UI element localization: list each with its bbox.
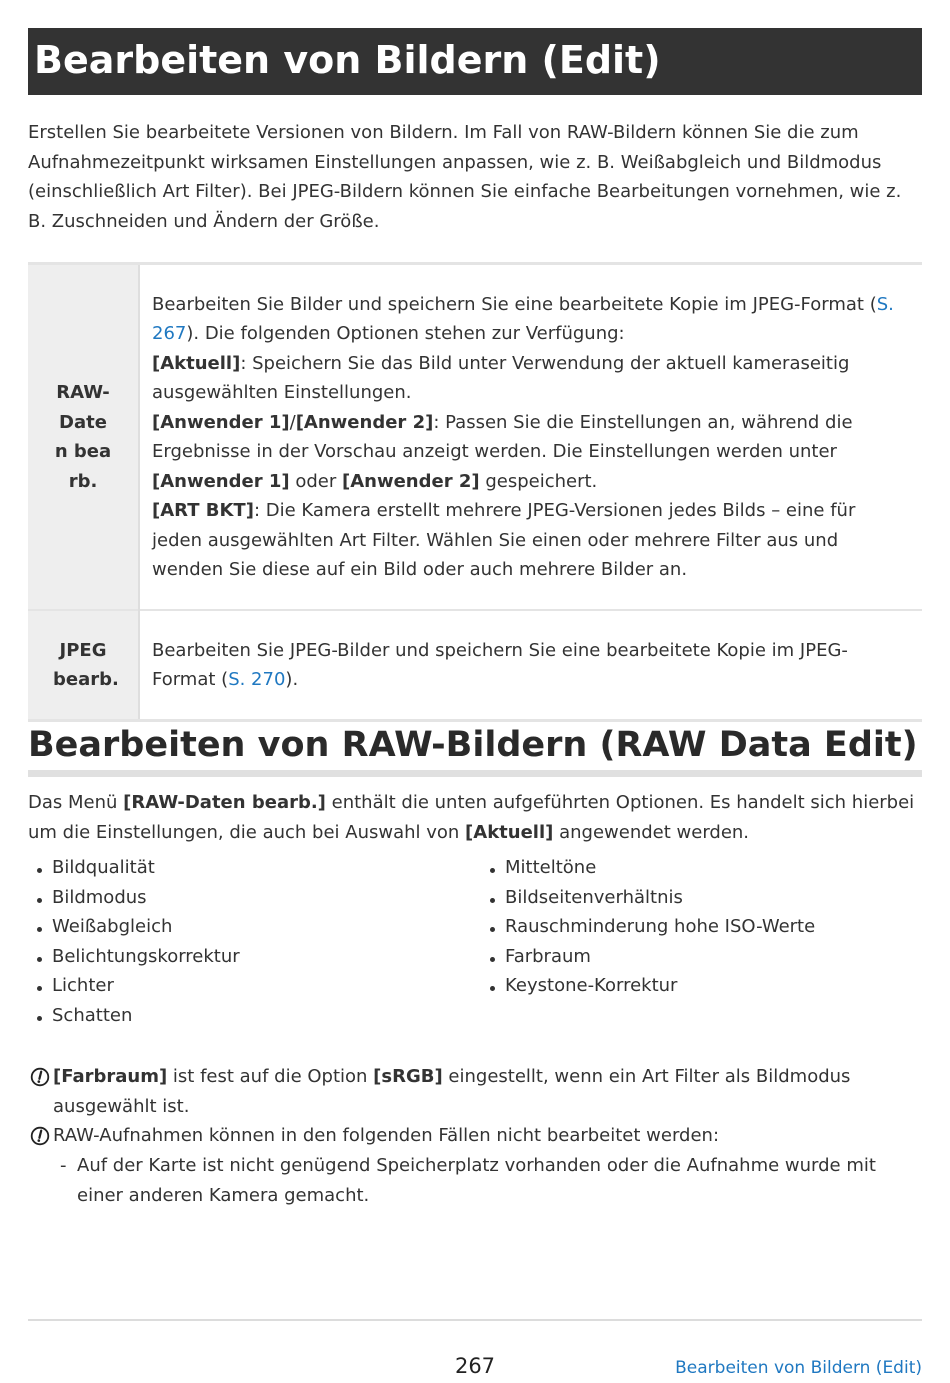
raw-intro-line xyxy=(152,290,910,349)
options-table xyxy=(28,262,922,722)
jpeg-header-label: JPEG bearb. xyxy=(53,639,119,690)
options-list-right xyxy=(481,853,921,1001)
option-anwender xyxy=(152,408,910,497)
option-anwender1-ref: [Anwender 1] xyxy=(152,470,290,492)
farbraum-label: [Farbraum] xyxy=(53,1066,168,1087)
option-anwender-text: : Passen Sie die Einstellungen an, während die Ergebnisse in der Vorschau anzeigt werden. Die Einstellungen werden unter xyxy=(152,411,853,462)
section-paragraph-text: Das Menü xyxy=(28,792,124,813)
footer-rule xyxy=(28,1319,922,1321)
section-rule xyxy=(28,770,922,777)
raw-intro-text: Bearbeiten Sie Bilder und speichern Sie eine bearbeitete Kopie im JPEG-Format ( xyxy=(152,293,877,315)
intro-paragraph: Erstellen Sie bearbeitete Versionen von Bildern. Im Fall von RAW-Bildern können Sie die zum Aufnahmezeitpunkt wirksamen Einstellungen anpassen, wie z. B. Weißabgleich und Bildmodus (einschließlich Art Filter). Bei JPEG-Bildern können Sie einfache Bearbeitungen vornehmen, wie z. B. Zuschneiden und Ändern der Größe. xyxy=(28,122,902,232)
aktuell-label: [Aktuell] xyxy=(465,821,554,843)
option-art-bkt-text: : Die Kamera erstellt mehrere JPEG-Versionen jedes Bilds – eine für jeden ausgewählten Art Filter. Wählen Sie einen oder mehrere Filter aus und wenden Sie diese auf ein Bild oder auch mehrere Bilder an. xyxy=(152,500,856,580)
page-title: Bearbeiten von Bildern (Edit) xyxy=(28,28,922,95)
note-raw-restriction-text: RAW-Aufnahmen können in den folgenden Fällen nicht bearbeitet werden: xyxy=(53,1125,720,1146)
row-header-jpeg xyxy=(28,610,139,721)
list-item: Mitteltöne xyxy=(481,853,921,883)
note-farbraum xyxy=(28,1062,918,1121)
menu-name-label: [RAW-Daten bearb.] xyxy=(123,792,326,813)
row-header-raw xyxy=(28,264,139,611)
table-row-raw xyxy=(28,264,922,611)
option-art-bkt-label: [ART BKT] xyxy=(152,500,254,521)
option-art-bkt xyxy=(152,496,910,585)
note-farbraum-text-b: eingestellt, wenn ein Art Filter als Bildmodus ausgewählt ist. xyxy=(53,1066,851,1117)
caution-icon xyxy=(30,1067,50,1087)
row-body-raw xyxy=(139,264,922,611)
slash-separator: / xyxy=(289,411,296,433)
list-item: Bildseitenverhältnis xyxy=(481,883,921,913)
option-anwender2-label: [Anwender 2] xyxy=(295,411,434,433)
option-anwender1-label: [Anwender 1] xyxy=(152,411,290,433)
raw-header-label: RAW-Daten bearb. xyxy=(54,382,112,492)
section-paragraph-text-end: angewendet werden. xyxy=(553,821,750,843)
note-farbraum-text-a: ist fest auf die Option xyxy=(167,1066,374,1087)
option-anwender-text-or: oder xyxy=(289,470,342,492)
caution-icon xyxy=(30,1126,50,1146)
option-anwender2-ref: [Anwender 2] xyxy=(341,470,480,492)
section-heading: Bearbeiten von RAW-Bildern (RAW Data Edit) xyxy=(28,725,918,765)
list-item: Farbraum xyxy=(481,942,921,972)
jpeg-text: Bearbeiten Sie JPEG-Bilder und speichern Sie eine bearbeitete Kopie im JPEG-Format ( xyxy=(152,639,848,690)
list-item: Schatten xyxy=(28,1001,468,1031)
list-item: Weißabgleich xyxy=(28,912,468,942)
option-aktuell-label: [Aktuell] xyxy=(152,352,241,374)
restriction-item xyxy=(60,1151,920,1210)
option-aktuell-text: : Speichern Sie das Bild unter Verwendung der aktuell kameraseitig ausgewählten Einstellungen. xyxy=(152,352,850,403)
section-paragraph-text-mid: enthält die unten aufgeführten Optionen. Es handelt sich hierbei um die Einstellungen, die auch bei Auswahl von xyxy=(28,792,915,843)
footer-section-link[interactable]: Bearbeiten von Bildern (Edit) xyxy=(675,1358,922,1378)
raw-intro-text-end: ). Die folgenden Optionen stehen zur Verfügung: xyxy=(186,323,625,344)
page-link-270[interactable]: S. 270 xyxy=(228,669,286,690)
list-item: Bildqualität xyxy=(28,853,468,883)
section-paragraph xyxy=(28,788,918,847)
options-list-left xyxy=(28,853,468,1031)
list-item: Rauschminderung hohe ISO-Werte xyxy=(481,912,921,942)
page-number: 267 xyxy=(454,1354,496,1378)
srgb-label: [sRGB] xyxy=(373,1066,443,1087)
option-aktuell xyxy=(152,349,910,408)
restriction-item-text: Auf der Karte ist nicht genügend Speicherplatz vorhanden oder die Aufnahme wurde mit einer anderen Kamera gemacht. xyxy=(77,1155,876,1206)
option-anwender-text-end: gespeichert. xyxy=(479,470,598,492)
list-item: Keystone-Korrektur xyxy=(481,971,921,1001)
list-item: Bildmodus xyxy=(28,883,468,913)
list-item: Belichtungskorrektur xyxy=(28,942,468,972)
note-raw-restriction xyxy=(28,1121,918,1151)
page-link-267[interactable]: S. 267 xyxy=(152,293,894,344)
dash-bullet: - xyxy=(60,1155,67,1176)
jpeg-text-end: ). xyxy=(285,669,299,690)
list-item: Lichter xyxy=(28,971,468,1001)
table-row-jpeg xyxy=(28,610,922,721)
row-body-jpeg xyxy=(139,610,922,721)
note-farbraum-text xyxy=(28,1062,918,1121)
